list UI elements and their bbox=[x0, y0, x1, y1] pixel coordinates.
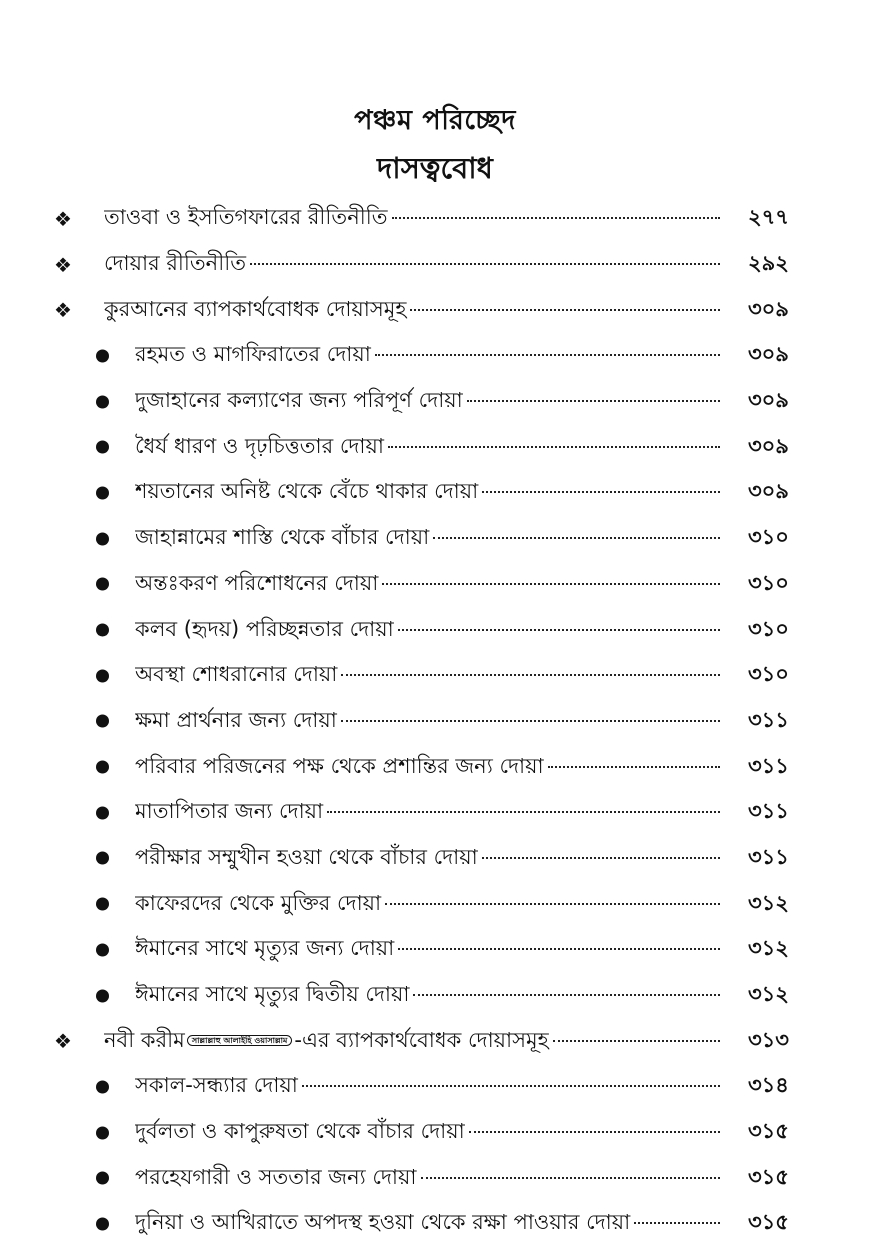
toc-entry-title bbox=[135, 1115, 465, 1150]
toc-title-wrap bbox=[135, 613, 720, 648]
toc-section-row bbox=[0, 287, 870, 333]
toc-title-text: দুনিয়া ও আখিরাতে অপদস্থ হওয়া থেকে রক্ষা পাওয়ার দোয়া bbox=[135, 1210, 631, 1235]
toc-title-text: কলব (হৃদয়) পরিচ্ছন্নতার দোয়া bbox=[135, 616, 394, 641]
toc-section-row bbox=[0, 196, 870, 242]
toc-item-row bbox=[0, 653, 870, 699]
toc-page-number: ৩১০ bbox=[748, 616, 789, 641]
filled-circle-icon bbox=[96, 578, 109, 591]
toc-page-number: ৩০৯ bbox=[748, 296, 789, 321]
bullet-dot-icon bbox=[92, 349, 112, 362]
filled-circle-icon bbox=[96, 1172, 109, 1185]
toc-entry-title bbox=[104, 201, 388, 236]
honorific-calligraphy-badge: সাল্লাল্লাহু আলাইহি ওয়াসাল্লাম bbox=[187, 1035, 293, 1046]
toc-title-text: তাওবা ও ইসতিগফারের রীতিনীতি bbox=[104, 205, 388, 230]
bullet-dot-icon bbox=[92, 943, 112, 956]
toc-page-number: ৩০৯ bbox=[748, 342, 789, 367]
toc-title-text: সকাল-সন্ধ্যার দোয়া bbox=[135, 1073, 298, 1098]
toc-entry-title bbox=[135, 658, 337, 693]
toc-title-text: পরহেযগারী ও সততার জন্য দোয়া bbox=[135, 1164, 417, 1189]
toc-title-wrap bbox=[135, 841, 720, 876]
toc-title-text: অন্তঃকরণ পরিশোধনের দোয়া bbox=[135, 570, 379, 595]
toc-title-text: নবী করীম bbox=[104, 1027, 185, 1052]
toc-item-row bbox=[0, 881, 870, 927]
toc-title-wrap bbox=[135, 338, 720, 373]
toc-item-row bbox=[0, 927, 870, 973]
filled-circle-icon bbox=[96, 715, 109, 728]
toc-title-text: মাতাপিতার জন্য দোয়া bbox=[135, 799, 324, 824]
toc-entry-title bbox=[135, 613, 394, 648]
dot-leader bbox=[327, 811, 720, 813]
filled-circle-icon bbox=[96, 806, 109, 819]
toc-page-number: ৩১০ bbox=[748, 525, 789, 550]
toc-page-number: ৩১৩ bbox=[748, 1027, 789, 1052]
dot-leader bbox=[553, 1040, 720, 1042]
toc-item-row bbox=[0, 607, 870, 653]
toc-entry-title bbox=[104, 293, 406, 328]
dot-leader bbox=[482, 491, 720, 493]
toc-title-text: ক্ষমা প্রার্থনার জন্য দোয়া bbox=[135, 707, 337, 732]
filled-circle-icon bbox=[96, 852, 109, 865]
toc-item-row bbox=[0, 562, 870, 608]
toc-entry-title bbox=[135, 1069, 298, 1104]
dot-leader bbox=[634, 1222, 720, 1224]
toc-item-row bbox=[0, 379, 870, 425]
filled-circle-icon bbox=[96, 669, 109, 682]
toc-title-wrap bbox=[135, 704, 720, 739]
toc-page-number: ৩১১ bbox=[748, 753, 789, 778]
toc-page-number: ৩১৫ bbox=[748, 1119, 789, 1144]
filled-circle-icon bbox=[96, 943, 109, 956]
toc-item-row bbox=[0, 1155, 870, 1201]
filled-circle-icon bbox=[96, 349, 109, 362]
toc-entry-title bbox=[135, 932, 394, 967]
toc-page-number: ৩১২ bbox=[748, 890, 789, 915]
dot-leader bbox=[467, 400, 720, 402]
bullet-dot-icon bbox=[92, 441, 112, 454]
toc-page-number: ৩১১ bbox=[748, 707, 789, 732]
toc-title-text: দুজাহানের কল্যাণের জন্য পরিপূর্ণ দোয়া bbox=[135, 388, 463, 413]
toc-page-number: ২৭৭ bbox=[748, 205, 789, 230]
toc-title-wrap bbox=[135, 887, 720, 922]
dot-leader bbox=[398, 948, 720, 950]
toc-title-wrap bbox=[135, 750, 720, 785]
toc-item-row bbox=[0, 1110, 870, 1156]
bullet-dot-icon bbox=[92, 852, 112, 865]
toc-title-wrap bbox=[135, 567, 720, 602]
toc-title-text: কুরআনের ব্যাপকার্থবোধক দোয়াসমূহ bbox=[104, 296, 407, 321]
toc-item-row bbox=[0, 333, 870, 379]
dot-leader bbox=[382, 583, 720, 585]
toc-section-row bbox=[0, 242, 870, 288]
bullet-dot-icon bbox=[92, 1217, 112, 1230]
toc-entry-title bbox=[135, 475, 478, 510]
toc-page-number: ৩১০ bbox=[748, 570, 789, 595]
toc-page-number: ৩০৯ bbox=[748, 479, 789, 504]
toc-title-wrap bbox=[135, 430, 720, 465]
toc-title-text: পরিবার পরিজনের পক্ষ থেকে প্রশান্তির জন্য দোয়া bbox=[135, 753, 544, 778]
toc-page-number: ৩১৫ bbox=[748, 1164, 789, 1189]
dot-leader bbox=[469, 1131, 720, 1133]
toc-page-number: ৩১২ bbox=[748, 982, 789, 1007]
toc-entry-title bbox=[104, 247, 246, 282]
toc-title-wrap bbox=[135, 978, 720, 1013]
toc-title-wrap bbox=[135, 1069, 720, 1104]
bullet-dot-icon bbox=[92, 806, 112, 819]
bullet-dot-icon bbox=[92, 532, 112, 545]
toc-page-number: ৩১৫ bbox=[748, 1210, 789, 1235]
toc-item-row bbox=[0, 836, 870, 882]
toc-page-number: ৩০৯ bbox=[748, 433, 789, 458]
toc-item-row bbox=[0, 790, 870, 836]
toc-entry-title bbox=[135, 841, 478, 876]
toc-title-wrap bbox=[135, 1115, 720, 1150]
four-diamond-ornament-icon: ❖ bbox=[54, 298, 72, 323]
toc-item-row bbox=[0, 699, 870, 745]
toc-title-suffix: -এর ব্যাপকার্থবোধক দোয়াসমূহ bbox=[294, 1027, 549, 1052]
bullet-dot-icon bbox=[92, 1080, 112, 1093]
toc-title-wrap bbox=[135, 932, 720, 967]
filled-circle-icon bbox=[96, 395, 109, 408]
toc-entry-title bbox=[135, 1206, 630, 1241]
filled-circle-icon bbox=[96, 761, 109, 774]
four-diamond-ornament-icon: ❖ bbox=[54, 1029, 72, 1054]
bullet-dot-icon bbox=[92, 624, 112, 637]
dot-leader bbox=[341, 674, 720, 676]
bullet-dot-icon bbox=[92, 578, 112, 591]
toc-entry-title bbox=[135, 704, 337, 739]
toc-title-wrap bbox=[104, 1024, 720, 1059]
bullet-dot-icon bbox=[92, 715, 112, 728]
dot-leader bbox=[398, 629, 720, 631]
toc-entry-title bbox=[135, 384, 463, 419]
toc-page-number: ৩১১ bbox=[748, 844, 789, 869]
bullet-dot-icon bbox=[92, 669, 112, 682]
filled-circle-icon bbox=[96, 441, 109, 454]
toc-title-wrap bbox=[104, 293, 720, 328]
dot-leader bbox=[548, 766, 720, 768]
toc-entry-title bbox=[135, 567, 378, 602]
toc-item-row bbox=[0, 1064, 870, 1110]
toc-item-row bbox=[0, 424, 870, 470]
toc-title-text: রহমত ও মাগফিরাতের দোয়া bbox=[135, 342, 371, 367]
toc-title-text: ধৈর্য ধারণ ও দৃঢ়চিত্ততার দোয়া bbox=[135, 433, 384, 458]
bullet-dot-icon bbox=[92, 989, 112, 1002]
four-diamond-ornament-icon: ❖ bbox=[54, 206, 72, 231]
filled-circle-icon bbox=[96, 532, 109, 545]
dot-leader bbox=[392, 217, 721, 219]
toc-page-number: ৩১১ bbox=[748, 799, 789, 824]
bullet-dot-icon bbox=[92, 395, 112, 408]
toc-title-text: ঈমানের সাথে মৃত্যুর জন্য দোয়া bbox=[135, 936, 395, 961]
dot-leader bbox=[421, 1177, 721, 1179]
toc-title-wrap bbox=[135, 1206, 720, 1241]
toc-title-text: জাহান্নামের শাস্তি থেকে বাঁচার দোয়া bbox=[135, 525, 430, 550]
dot-leader bbox=[341, 720, 720, 722]
toc-title-text: ঈমানের সাথে মৃত্যুর দ্বিতীয় দোয়া bbox=[135, 982, 410, 1007]
toc-entry-title bbox=[135, 795, 323, 830]
toc-title-text: অবস্থা শোধরানোর দোয়া bbox=[135, 662, 338, 687]
toc-page-number: ৩১৪ bbox=[748, 1073, 789, 1098]
filled-circle-icon bbox=[96, 1080, 109, 1093]
toc-entry-title bbox=[135, 430, 384, 465]
toc-title-wrap bbox=[104, 201, 720, 236]
four-diamond-ornament-icon: ❖ bbox=[54, 252, 72, 277]
toc-entry-title bbox=[135, 887, 381, 922]
toc-title-text: পরীক্ষার সম্মুখীন হওয়া থেকে বাঁচার দোয়া bbox=[135, 844, 478, 869]
table-of-contents bbox=[0, 196, 870, 1247]
dot-leader bbox=[385, 903, 720, 905]
filled-circle-icon bbox=[96, 1217, 109, 1230]
dot-leader bbox=[413, 994, 720, 996]
toc-title-wrap bbox=[135, 795, 720, 830]
toc-section-row bbox=[0, 1018, 870, 1064]
toc-title-wrap bbox=[135, 384, 720, 419]
chapter-subtitle: দাসত্ববোধ bbox=[377, 151, 493, 185]
dot-leader bbox=[388, 446, 720, 448]
toc-item-row bbox=[0, 973, 870, 1019]
filled-circle-icon bbox=[96, 1126, 109, 1139]
bullet-dot-icon bbox=[92, 761, 112, 774]
bullet-dot-icon bbox=[92, 1172, 112, 1185]
toc-entry-title bbox=[135, 978, 409, 1013]
toc-item-row bbox=[0, 744, 870, 790]
toc-page-number: ৩১২ bbox=[748, 936, 789, 961]
toc-title-wrap bbox=[135, 521, 720, 556]
toc-entry-title bbox=[135, 1161, 417, 1196]
toc-title-wrap bbox=[104, 247, 720, 282]
dot-leader bbox=[302, 1085, 720, 1087]
bullet-dot-icon bbox=[92, 486, 112, 499]
toc-page-number: ৩১০ bbox=[748, 662, 789, 687]
dot-leader bbox=[250, 263, 720, 265]
toc-entry-title bbox=[135, 338, 371, 373]
bullet-dot-icon bbox=[92, 898, 112, 911]
bullet-dot-icon bbox=[92, 1126, 112, 1139]
dot-leader bbox=[433, 537, 720, 539]
toc-item-row bbox=[0, 470, 870, 516]
filled-circle-icon bbox=[96, 486, 109, 499]
toc-entry-title bbox=[135, 750, 544, 785]
dot-leader bbox=[410, 309, 720, 311]
toc-entry-title bbox=[135, 521, 429, 556]
toc-item-row bbox=[0, 516, 870, 562]
toc-page-number: ৩০৯ bbox=[748, 388, 789, 413]
dot-leader bbox=[482, 857, 720, 859]
toc-page-number: ২৯২ bbox=[748, 251, 789, 276]
toc-item-row bbox=[0, 1201, 870, 1247]
filled-circle-icon bbox=[96, 989, 109, 1002]
toc-title-wrap bbox=[135, 1161, 720, 1196]
toc-title-text: কাফেরদের থেকে মুক্তির দোয়া bbox=[135, 890, 382, 915]
toc-title-wrap bbox=[135, 658, 720, 693]
toc-title-text: দুর্বলতা ও কাপুরুষতা থেকে বাঁচার দোয়া bbox=[135, 1119, 465, 1144]
dot-leader bbox=[375, 354, 720, 356]
toc-title-text: দোয়ার রীতিনীতি bbox=[104, 251, 246, 276]
toc-title-wrap bbox=[135, 475, 720, 510]
toc-entry-title bbox=[104, 1024, 549, 1059]
toc-title-text: শয়তানের অনিষ্ট থেকে বেঁচে থাকার দোয়া bbox=[135, 479, 479, 504]
filled-circle-icon bbox=[96, 898, 109, 911]
chapter-title: পঞ্চম পরিচ্ছেদ bbox=[354, 105, 516, 136]
filled-circle-icon bbox=[96, 624, 109, 637]
